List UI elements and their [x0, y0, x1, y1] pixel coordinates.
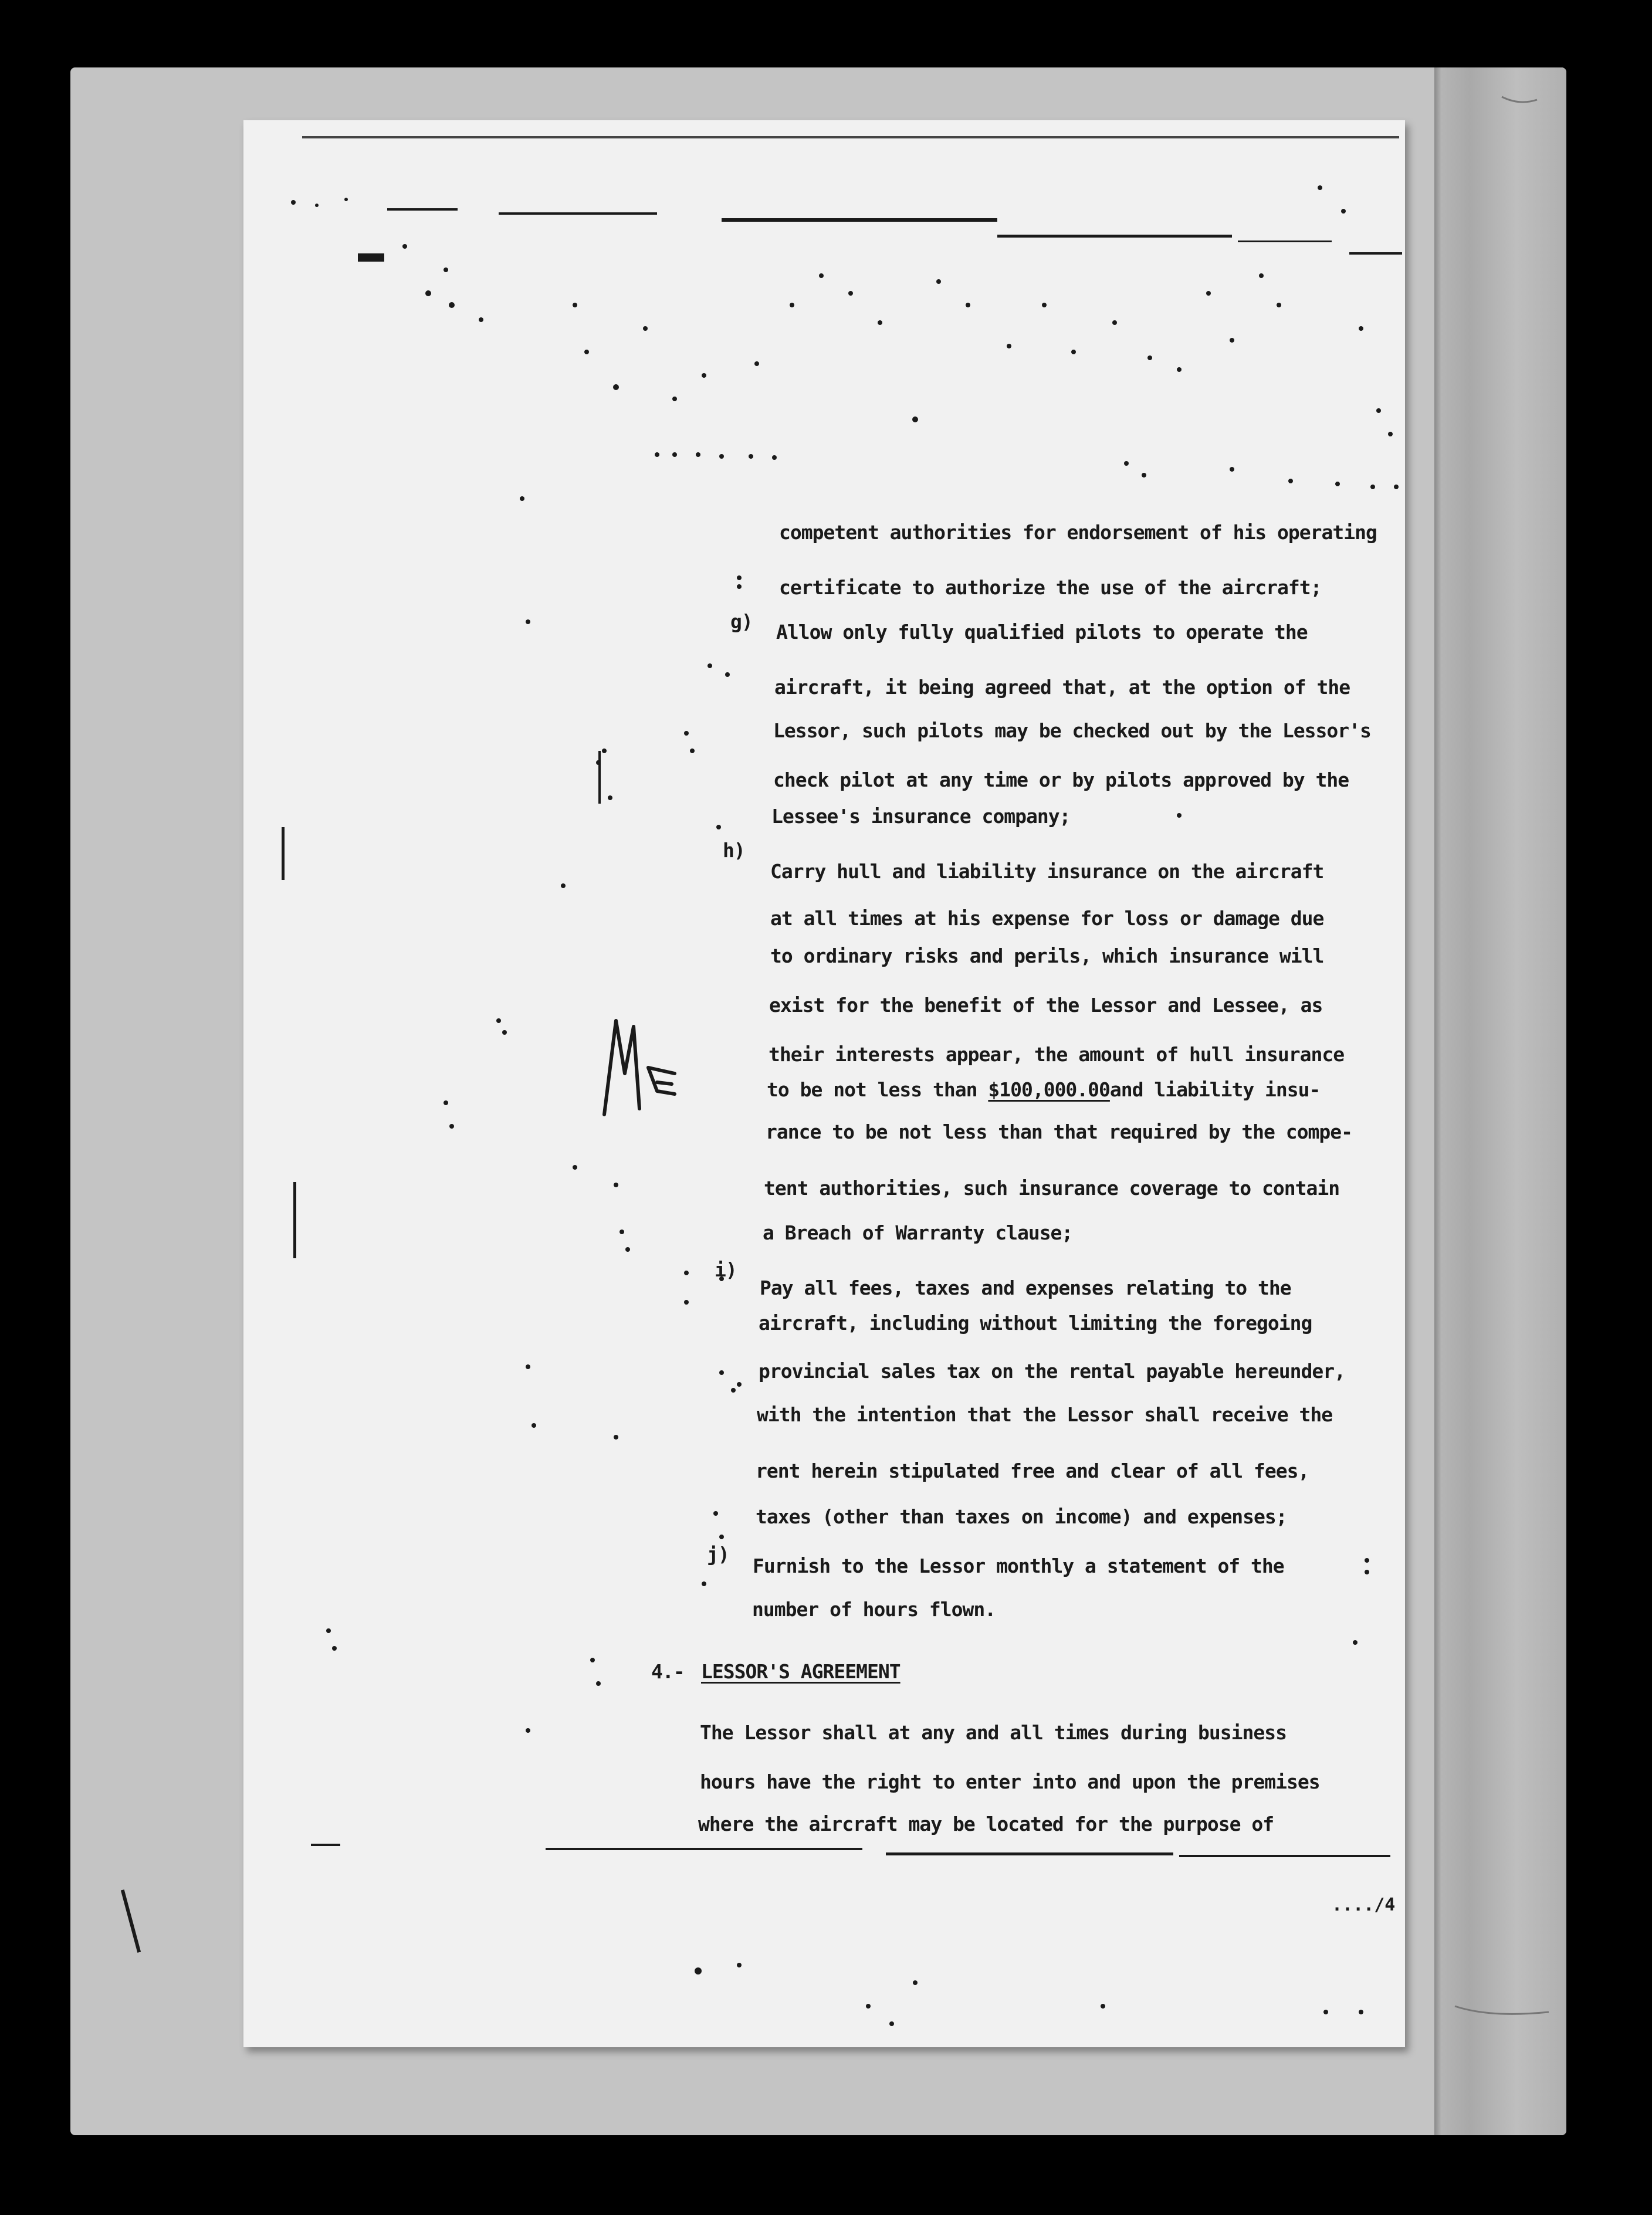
continued-line-1: competent authorities for endorsement of his operating	[779, 521, 1377, 544]
item-j-line-1: Furnish to the Lessor monthly a statement of the	[753, 1554, 1284, 1577]
item-i-line-6: taxes (other than taxes on income) and expenses;	[756, 1505, 1287, 1528]
item-g-line-5: Lessee's insurance company;	[771, 805, 1071, 828]
item-i-line-5: rent herein stipulated free and clear of all fees,	[756, 1459, 1309, 1482]
item-h-marker: h)	[723, 839, 745, 862]
item-g-line-3: Lessor, such pilots may be checked out by the Lessor's	[773, 719, 1371, 742]
item-i-line-1: Pay all fees, taxes and expenses relating to the	[760, 1276, 1291, 1299]
item-i-line-2: aircraft, including without limiting the foregoing	[759, 1312, 1312, 1335]
item-h-line-5: their interests appear, the amount of hull insurance	[769, 1043, 1345, 1066]
item-j-line-2: number of hours flown.	[752, 1598, 996, 1621]
item-i-marker: i)	[715, 1258, 737, 1281]
item-g-line-2: aircraft, it being agreed that, at the option of the	[774, 676, 1350, 699]
continued-line-2: certificate to authorize the use of the aircraft;	[779, 576, 1322, 599]
item-h-line-3: to ordinary risks and perils, which insurance will	[770, 944, 1324, 967]
item-g-line-4: check pilot at any time or by pilots approved by the	[773, 768, 1349, 791]
item-g-marker: g)	[730, 610, 753, 633]
item-h-line-6	[767, 1078, 1320, 1101]
item-j-marker: j)	[707, 1543, 729, 1566]
section-number: 4.-	[651, 1660, 685, 1683]
item-h-line-4: exist for the benefit of the Lessor and Lessee, as	[769, 994, 1323, 1017]
item-i-line-3: provincial sales tax on the rental payable hereunder,	[759, 1360, 1345, 1383]
item-h-line-9: a Breach of Warranty clause;	[763, 1221, 1073, 1244]
section-line-2: hours have the right to enter into and upon the premises	[700, 1770, 1320, 1793]
item-h-line-2: at all times at his expense for loss or damage due	[770, 907, 1324, 930]
hull-insurance-amount: $100,000.00	[988, 1078, 1110, 1101]
section-title: LESSOR'S AGREEMENT	[701, 1660, 901, 1683]
item-i-line-4: with the intention that the Lessor shall receive the	[757, 1403, 1333, 1426]
page-continuation-marker: ..../4	[1332, 1895, 1396, 1915]
section-line-1: The Lessor shall at any and all times during business	[700, 1721, 1287, 1744]
handwritten-initials	[593, 1009, 686, 1126]
item-h-line-8: tent authorities, such insurance coverage to contain	[764, 1177, 1340, 1200]
item-h-line-6-text: to be not less than	[767, 1078, 989, 1101]
section-line-3: where the aircraft may be located for the purpose of	[698, 1813, 1274, 1835]
item-h-line-7: rance to be not less than that required by the compe-	[766, 1120, 1352, 1143]
item-h-line-6-rest: and liability insu-	[1109, 1078, 1321, 1101]
item-h-line-1: Carry hull and liability insurance on the aircraft	[770, 860, 1324, 883]
item-g-line-1: Allow only fully qualified pilots to operate the	[776, 621, 1308, 643]
